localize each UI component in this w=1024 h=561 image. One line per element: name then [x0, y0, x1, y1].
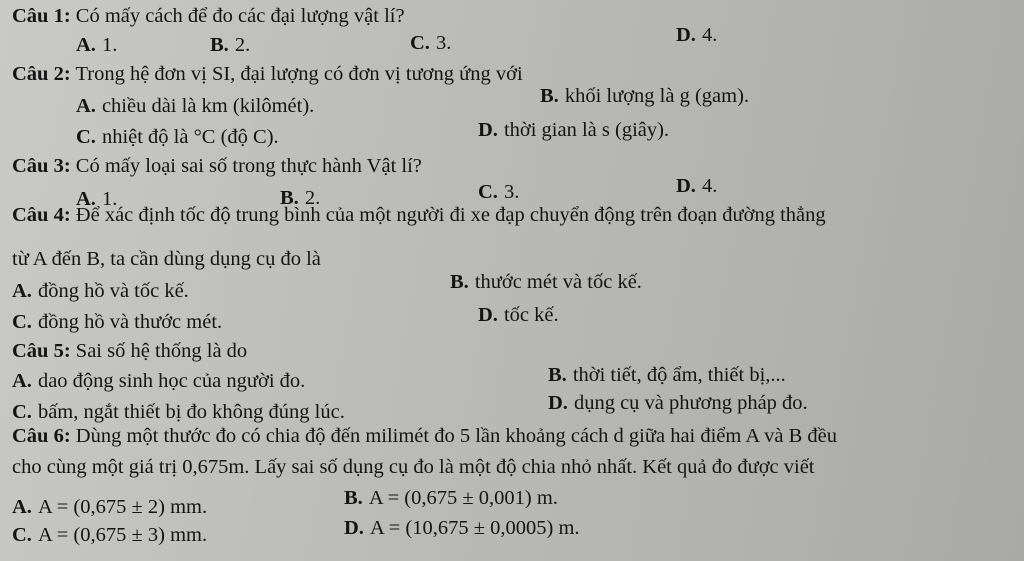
- option-1b: B. 2.: [210, 34, 251, 56]
- question-1: [12, 4, 405, 28]
- option-2b: B. khối lượng là g (gam).: [540, 85, 750, 107]
- option-6d: D. A = (10,675 ± 0,0005) m.: [344, 517, 580, 539]
- question-label: Câu 3:: [12, 155, 71, 177]
- question-label: Câu 1:: [12, 5, 71, 27]
- question-5: [12, 339, 247, 363]
- option-1a: A. 1.: [76, 34, 118, 56]
- option-2a: A. chiều dài là km (kilômét).: [76, 95, 315, 117]
- option-4b: B. thước mét và tốc kế.: [450, 271, 642, 293]
- question-text: Sai số hệ thống là do: [75, 340, 248, 362]
- option-5d: D. dụng cụ và phương pháp đo.: [548, 392, 808, 414]
- option-6b: B. A = (0,675 ± 0,001) m.: [344, 487, 558, 509]
- question-6-continued: [12, 455, 815, 479]
- option-6c: C. A = (0,675 ± 3) mm.: [12, 524, 208, 546]
- option-3c: C. 3.: [478, 181, 520, 203]
- option-4c: C. đồng hồ và thước mét.: [12, 311, 223, 333]
- question-2: [12, 62, 523, 86]
- option-5c: C. bấm, ngắt thiết bị đo không đúng lúc.: [12, 401, 345, 423]
- question-label: Câu 4:: [12, 204, 71, 226]
- option-5b: B. thời tiết, độ ẩm, thiết bị,...: [548, 364, 786, 386]
- option-3d: D. 4.: [676, 175, 718, 197]
- option-6a: A. A = (0,675 ± 2) mm.: [12, 496, 208, 518]
- option-3a: A. 1.: [76, 188, 118, 210]
- option-1d: D. 4.: [676, 24, 718, 46]
- question-text: Dùng một thước đo có chia độ đến milimét đo 5 lần khoảng cách d giữa hai điểm A và B đều: [75, 425, 838, 447]
- option-1c: C. 3.: [410, 32, 452, 54]
- option-2d: D. thời gian là s (giây).: [478, 119, 670, 141]
- question-4-continued: [12, 247, 321, 271]
- question-text-2: cho cùng một giá trị 0,675m. Lấy sai số dụng cụ đo là một độ chia nhỏ nhất. Kết quả đo được viết: [12, 456, 815, 478]
- question-text: Trong hệ đơn vị SI, đại lượng có đơn vị tương ứng với: [75, 63, 523, 85]
- question-6: [12, 424, 837, 448]
- question-text: Có mấy loại sai số trong thực hành Vật lí?: [75, 155, 422, 177]
- question-label: Câu 6:: [12, 425, 71, 447]
- option-4d: D. tốc kế.: [478, 304, 559, 326]
- question-text-2: từ A đến B, ta cần dùng dụng cụ đo là: [12, 248, 321, 270]
- question-text: Để xác định tốc độ trung bình của một người đi xe đạp chuyển động trên đoạn đường thẳng: [75, 204, 826, 226]
- question-3: [12, 154, 422, 178]
- option-3b: B. 2.: [280, 187, 321, 209]
- option-4a: A. đồng hồ và tốc kế.: [12, 280, 189, 302]
- option-5a: A. dao động sinh học của người đo.: [12, 370, 306, 392]
- question-4: [12, 203, 826, 227]
- question-text: Có mấy cách để đo các đại lượng vật lí?: [75, 5, 405, 27]
- option-2c: C. nhiệt độ là °C (độ C).: [76, 126, 279, 148]
- question-label: Câu 2:: [12, 63, 71, 85]
- question-label: Câu 5:: [12, 340, 71, 362]
